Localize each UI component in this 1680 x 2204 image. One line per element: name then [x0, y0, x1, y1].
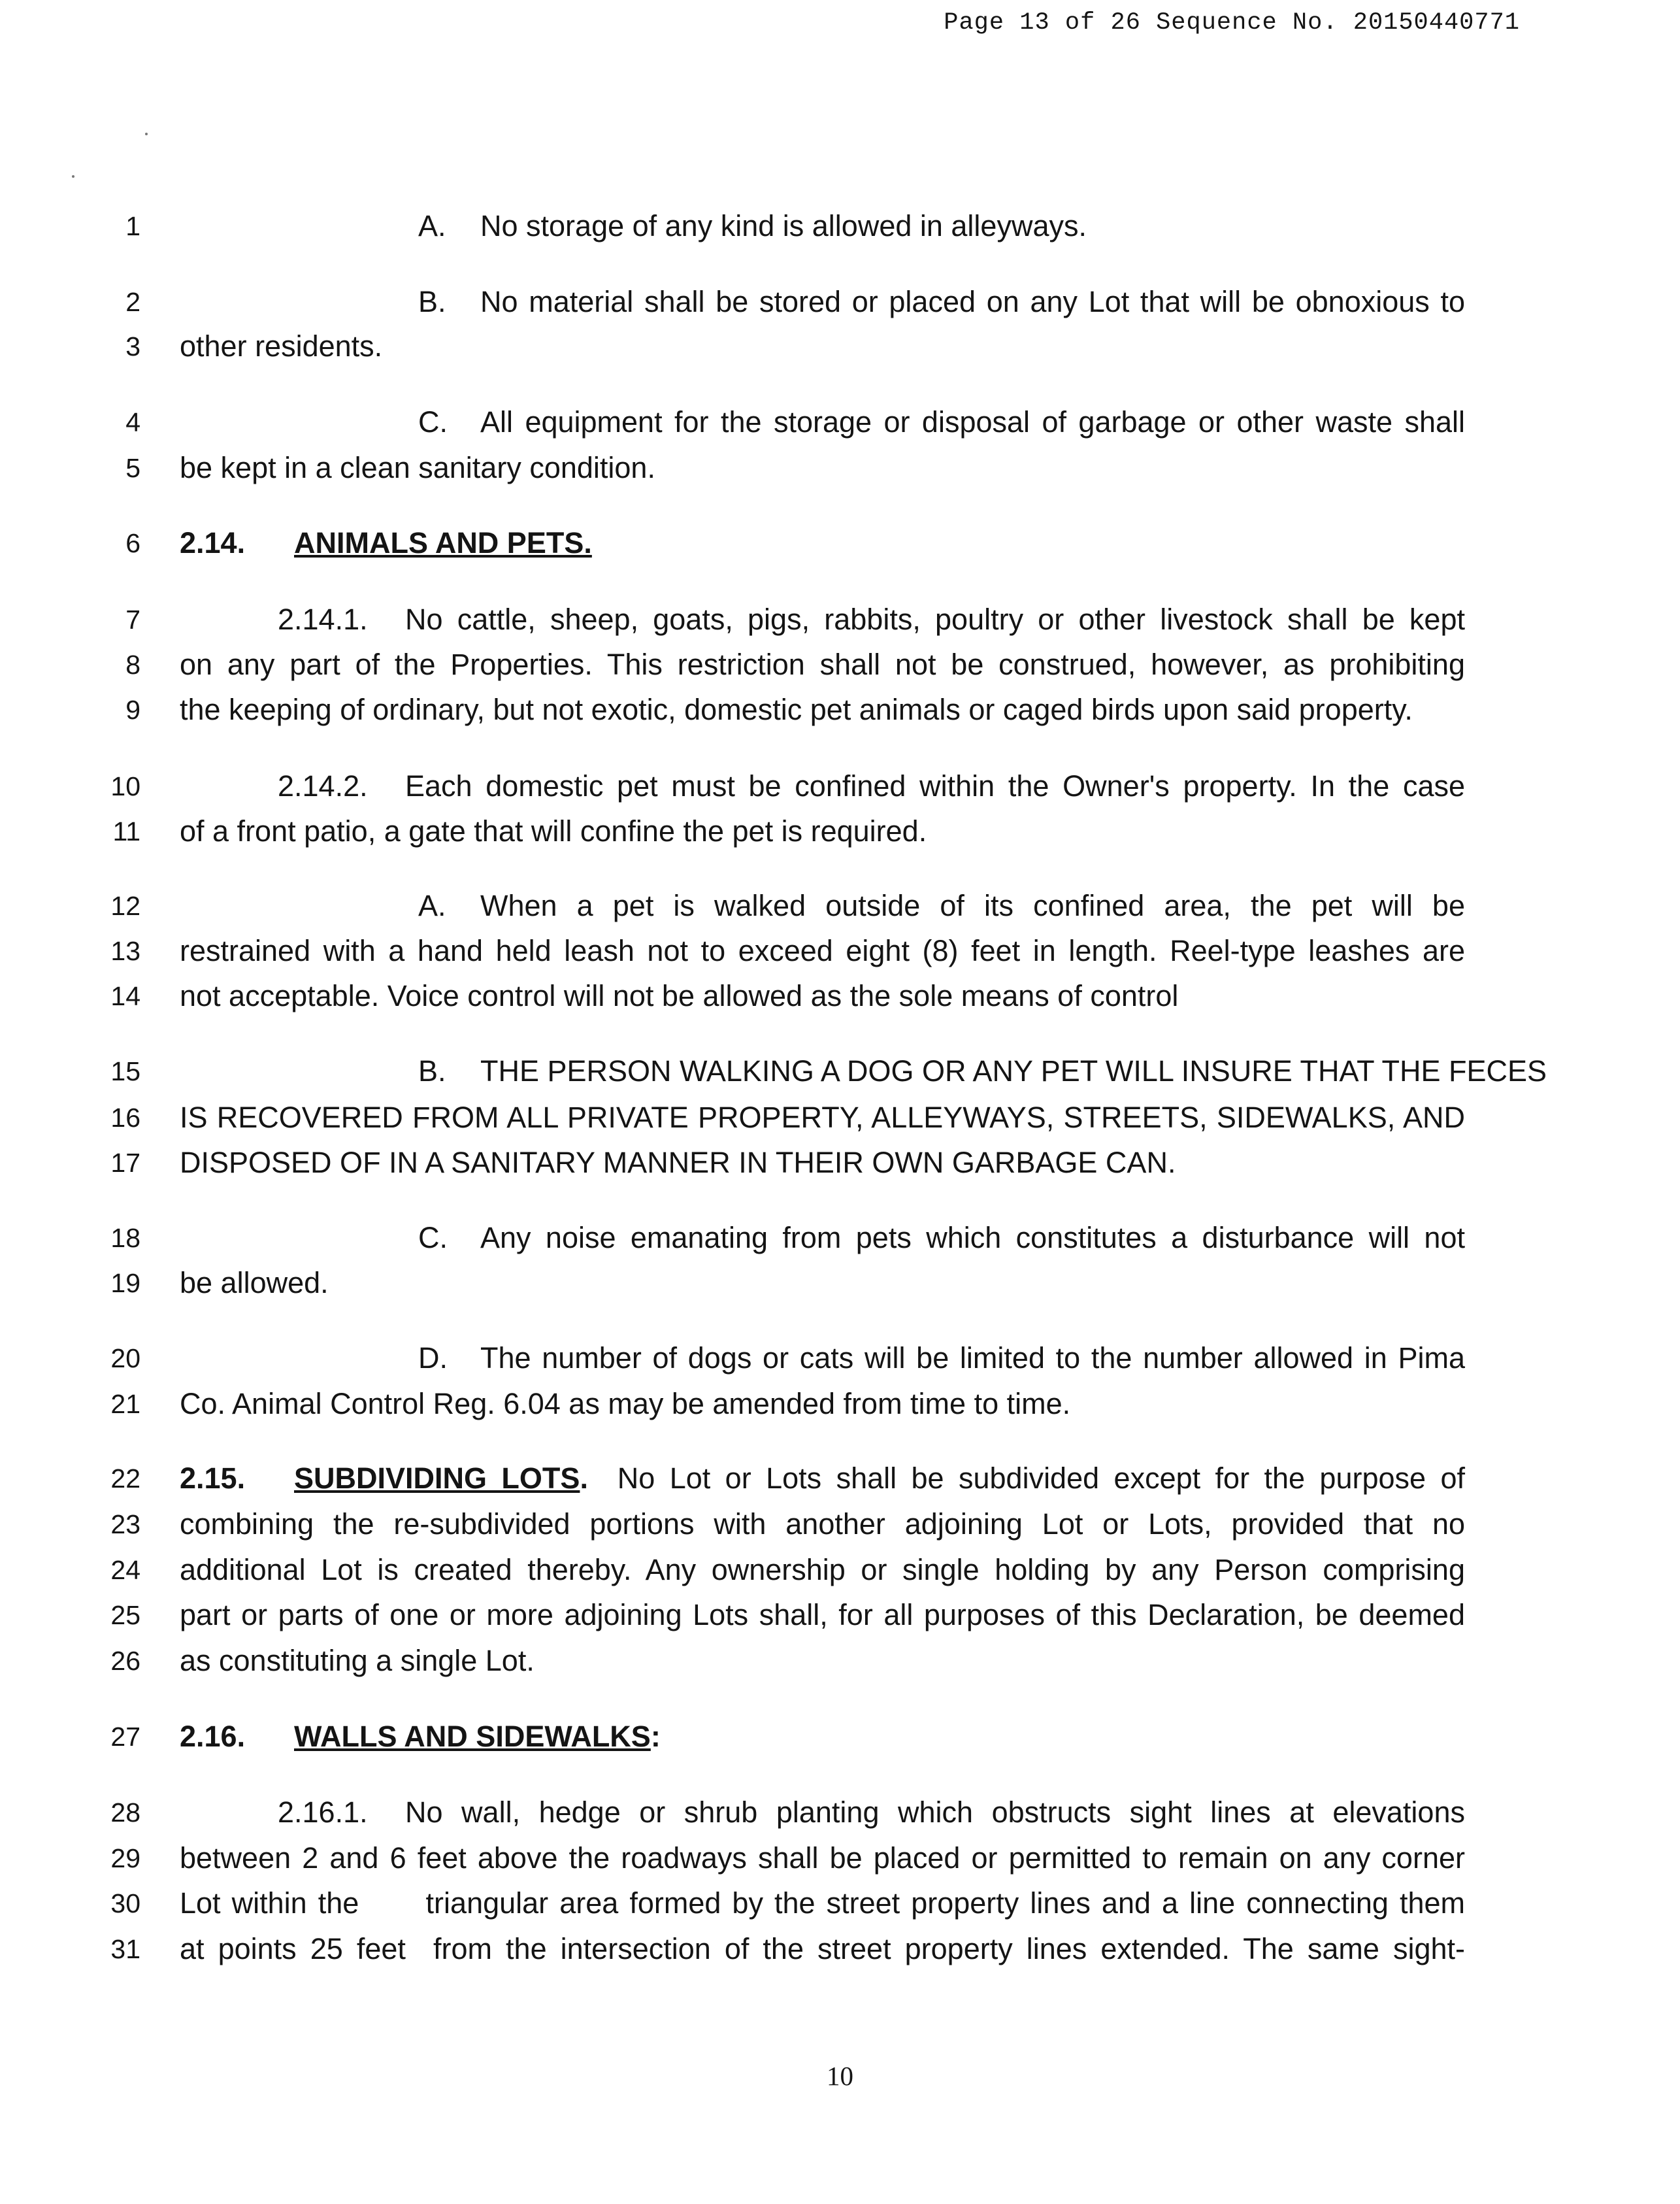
line-number: 21 — [110, 1389, 140, 1419]
body-line: be kept in a clean sanitary condition. — [180, 451, 655, 484]
section-heading — [180, 527, 1465, 559]
line-number: 2 — [125, 287, 140, 317]
body-line — [180, 1797, 1465, 1828]
section-text: No Lot or Lots shall be subdivided except for the purpose of — [617, 1461, 1465, 1495]
body-line — [180, 1343, 1465, 1374]
line-number: 13 — [110, 936, 140, 966]
line-number: 1 — [125, 211, 140, 241]
line-number: 16 — [110, 1103, 140, 1133]
item-text: All equipment for the storage or disposal of garbage or other waste shall — [480, 405, 1465, 439]
item-text: When a pet is walked outside of its confined area, the pet will be — [480, 889, 1465, 922]
item-label: D. — [418, 1341, 448, 1375]
line-number: 8 — [125, 650, 140, 680]
subsection-number: 2.14.2. — [278, 769, 368, 803]
body-line: of a front patio, a gate that will confine the pet is required. — [180, 814, 927, 848]
item-label: A. — [418, 889, 446, 922]
body-line: additional Lot is created thereby. Any ownership or single holding by any Person comprising — [180, 1553, 1465, 1586]
line-number: 29 — [110, 1843, 140, 1873]
scan-speck — [72, 175, 74, 178]
line-number: 12 — [110, 891, 140, 921]
line-number: 24 — [110, 1555, 140, 1585]
body-line: as constituting a single Lot. — [180, 1644, 535, 1677]
body-line: the keeping of ordinary, but not exotic, domestic pet animals or caged birds upon said property. — [180, 693, 1413, 726]
line-number: 20 — [110, 1343, 140, 1373]
body-line: on any part of the Properties. This restriction shall not be construed, however, as prohibiting — [180, 648, 1465, 681]
subsection-text: Each domestic pet must be confined within the Owner's property. In the case — [405, 769, 1465, 803]
item-text: Any noise emanating from pets which constitutes a disturbance will not — [480, 1221, 1465, 1254]
section-title: WALLS AND SIDEWALKS — [294, 1720, 651, 1753]
body-line: IS RECOVERED FROM ALL PRIVATE PROPERTY, ALLEYWAYS, STREETS, SIDEWALKS, AND — [180, 1101, 1465, 1134]
body-line: DISPOSED OF IN A SANITARY MANNER IN THEIR OWN GARBAGE CAN. — [180, 1146, 1176, 1179]
line-number: 27 — [110, 1722, 140, 1752]
subsection-text: No cattle, sheep, goats, pigs, rabbits, poultry or other livestock shall be kept — [405, 603, 1465, 636]
line-number: 23 — [110, 1509, 140, 1539]
item-label: B. — [418, 1054, 446, 1088]
page-number: 10 — [827, 2061, 853, 2091]
subsection-number: 2.14.1. — [278, 603, 368, 636]
body-line — [180, 1463, 1465, 1494]
item-text: THE PERSON WALKING A DOG OR ANY PET WILL INSURE THAT THE FECES — [480, 1054, 1547, 1088]
body-line: at points 25 feet from the intersection of the street property lines extended. The same sight- — [180, 1932, 1465, 1965]
line-number: 28 — [110, 1797, 140, 1828]
line-number: 7 — [125, 605, 140, 635]
subsection-text: No wall, hedge or shrub planting which obstructs sight lines at elevations — [405, 1795, 1465, 1829]
line-number: 5 — [125, 453, 140, 483]
item-label: C. — [418, 1221, 448, 1254]
body-line: Lot within the triangular area formed by the street property lines and a line connecting them — [180, 1886, 1465, 1920]
line-number: 3 — [125, 331, 140, 361]
body-line: other residents. — [180, 329, 383, 363]
item-label: B. — [418, 285, 446, 318]
line-number: 25 — [110, 1600, 140, 1630]
line-number: 14 — [110, 981, 140, 1011]
line-number: 19 — [110, 1268, 140, 1298]
item-label: A. — [418, 209, 446, 242]
line-number: 10 — [110, 771, 140, 801]
line-number: 9 — [125, 695, 140, 725]
subsection-number: 2.16.1. — [278, 1795, 368, 1829]
line-number: 18 — [110, 1223, 140, 1253]
body-line — [180, 1222, 1465, 1254]
body-line: combining the re-subdivided portions with another adjoining Lot or Lots, provided that no — [180, 1507, 1465, 1541]
section-title-period: . — [580, 1461, 588, 1495]
body-line: part or parts of one or more adjoining Lots shall, for all purposes of this Declaration, be deemed — [180, 1598, 1465, 1631]
section-heading — [180, 1721, 1465, 1752]
line-number: 17 — [110, 1148, 140, 1178]
scan-speck — [145, 133, 148, 135]
item-text: No storage of any kind is allowed in alleyways. — [480, 209, 1087, 242]
section-title: ANIMALS AND PETS. — [294, 526, 592, 559]
item-text: The number of dogs or cats will be limited to the number allowed in Pima — [480, 1341, 1465, 1375]
body-line: between 2 and 6 feet above the roadways shall be placed or permitted to remain on any corner — [180, 1841, 1465, 1875]
section-title-colon: : — [650, 1720, 661, 1753]
body-line — [180, 1054, 1547, 1088]
line-number: 26 — [110, 1646, 140, 1676]
body-line — [180, 890, 1465, 922]
item-text: No material shall be stored or placed on any Lot that will be obnoxious to — [480, 285, 1465, 318]
line-number: 30 — [110, 1888, 140, 1918]
page-header: Page 13 of 26 Sequence No. 20150440771 — [944, 9, 1520, 37]
body-line — [180, 210, 1465, 242]
line-number: 31 — [110, 1934, 140, 1964]
body-line — [180, 286, 1465, 318]
line-number: 15 — [110, 1056, 140, 1086]
line-number: 6 — [125, 528, 140, 558]
section-number: 2.14. — [180, 526, 246, 559]
line-number: 11 — [112, 816, 140, 846]
body-line: be allowed. — [180, 1266, 329, 1299]
body-line — [180, 771, 1465, 802]
line-number: 4 — [125, 407, 140, 437]
item-label: C. — [418, 405, 448, 439]
section-number: 2.15. — [180, 1461, 246, 1495]
body-line — [180, 407, 1465, 438]
line-number: 22 — [110, 1463, 140, 1494]
section-title: SUBDIVIDING LOTS — [294, 1461, 580, 1495]
body-line: restrained with a hand held leash not to exceed eight (8) feet in length. Reel-type leashes are — [180, 934, 1465, 967]
body-line — [180, 604, 1465, 635]
body-line: not acceptable. Voice control will not be allowed as the sole means of control — [180, 979, 1179, 1012]
section-number: 2.16. — [180, 1720, 246, 1753]
body-line: Co. Animal Control Reg. 6.04 as may be amended from time to time. — [180, 1387, 1071, 1420]
